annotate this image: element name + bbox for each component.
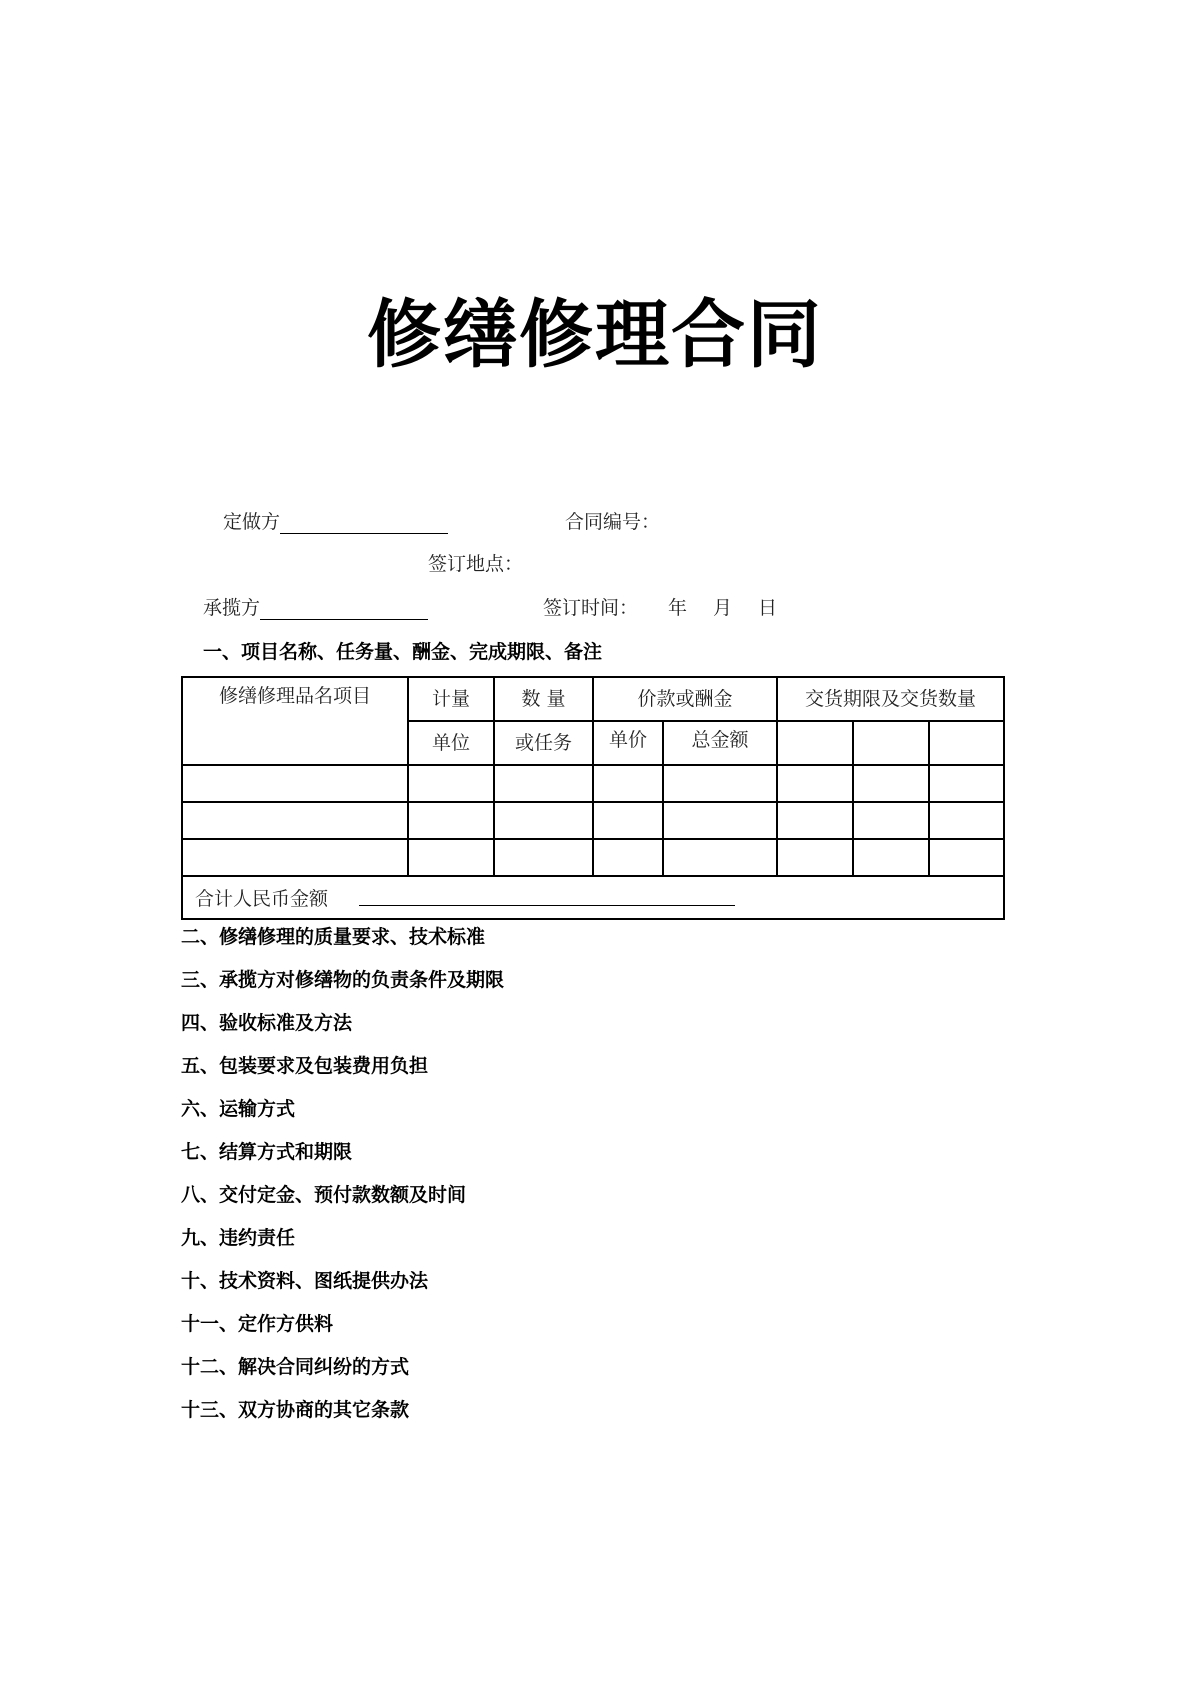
section-9-heading: 九、违约责任 xyxy=(181,1227,296,1249)
table-cell[interactable] xyxy=(593,765,663,802)
section-6-heading: 六、运输方式 xyxy=(181,1098,296,1120)
contractor-blank[interactable] xyxy=(260,599,428,620)
section-5-heading: 五、包装要求及包装费用负担 xyxy=(181,1055,429,1077)
total-row xyxy=(182,876,1004,919)
day-label: 日 xyxy=(758,597,778,619)
header-price-group: 价款或酬金 xyxy=(593,677,777,721)
header-unit-bottom: 单位 xyxy=(408,721,494,765)
section-11-heading: 十一、定作方供料 xyxy=(181,1313,334,1335)
table-cell[interactable] xyxy=(663,802,777,839)
table-row xyxy=(182,802,1004,839)
header-qty-top: 数 量 xyxy=(494,677,593,721)
table-row xyxy=(182,839,1004,876)
delivery-cell-3[interactable] xyxy=(929,721,1004,765)
year-label: 年 xyxy=(668,597,688,619)
table-cell[interactable] xyxy=(182,839,408,876)
header-unit-price: 单价 xyxy=(593,721,663,765)
table-cell[interactable] xyxy=(777,839,853,876)
header-total-amount: 总金额 xyxy=(663,721,777,765)
table-cell[interactable] xyxy=(777,802,853,839)
section-4-heading: 四、验收标准及方法 xyxy=(181,1012,353,1034)
table-cell[interactable] xyxy=(929,839,1004,876)
header-item-name: 修缮修理品名项目 xyxy=(182,677,408,765)
section-12-heading: 十二、解决合同纠纷的方式 xyxy=(181,1356,410,1378)
document-title: 修缮修理合同 xyxy=(367,292,823,378)
month-label: 月 xyxy=(713,597,733,619)
table-row xyxy=(182,765,1004,802)
orderer-label: 定做方 xyxy=(223,511,281,533)
table-cell[interactable] xyxy=(408,802,494,839)
table-cell[interactable] xyxy=(777,765,853,802)
header-unit-top: 计量 xyxy=(408,677,494,721)
table-cell[interactable] xyxy=(182,802,408,839)
sign-time-label: 签订时间： xyxy=(543,597,639,619)
section-2-heading: 二、修缮修理的质量要求、技术标准 xyxy=(181,926,486,948)
table-cell[interactable] xyxy=(494,839,593,876)
section-7-heading: 七、结算方式和期限 xyxy=(181,1141,353,1163)
table-cell[interactable] xyxy=(853,802,929,839)
table-cell[interactable] xyxy=(593,839,663,876)
section-10-heading: 十、技术资料、图纸提供办法 xyxy=(181,1270,429,1292)
orderer-field xyxy=(223,510,448,534)
table-cell[interactable] xyxy=(663,839,777,876)
table-cell[interactable] xyxy=(663,765,777,802)
orderer-blank[interactable] xyxy=(280,513,448,534)
total-label: 合计人民币金额 xyxy=(195,888,329,910)
sign-place-label: 签订地点： xyxy=(428,553,524,575)
contractor-label: 承揽方 xyxy=(203,597,261,619)
delivery-cell-2[interactable] xyxy=(853,721,929,765)
table-cell[interactable] xyxy=(853,839,929,876)
items-table xyxy=(181,676,1005,920)
contract-no-label: 合同编号： xyxy=(565,511,661,533)
table-cell[interactable] xyxy=(408,839,494,876)
section-8-heading: 八、交付定金、预付款数额及时间 xyxy=(181,1184,467,1206)
header-delivery-group: 交货期限及交货数量 xyxy=(777,677,1004,721)
table-cell[interactable] xyxy=(494,765,593,802)
delivery-cell-1[interactable] xyxy=(777,721,853,765)
contractor-field xyxy=(203,596,428,620)
total-cell xyxy=(182,876,1004,919)
table-cell[interactable] xyxy=(929,802,1004,839)
table-cell[interactable] xyxy=(929,765,1004,802)
section-1-heading: 一、项目名称、任务量、酬金、完成期限、备注 xyxy=(203,641,603,663)
table-cell[interactable] xyxy=(182,765,408,802)
table-cell[interactable] xyxy=(494,802,593,839)
table-header-row-1 xyxy=(182,677,1004,721)
table-cell[interactable] xyxy=(593,802,663,839)
table-cell[interactable] xyxy=(853,765,929,802)
section-13-heading: 十三、双方协商的其它条款 xyxy=(181,1399,410,1421)
total-amount-blank[interactable] xyxy=(359,905,735,906)
section-3-heading: 三、承揽方对修缮物的负责条件及期限 xyxy=(181,969,505,991)
header-qty-bottom: 或任务 xyxy=(494,721,593,765)
table-cell[interactable] xyxy=(408,765,494,802)
